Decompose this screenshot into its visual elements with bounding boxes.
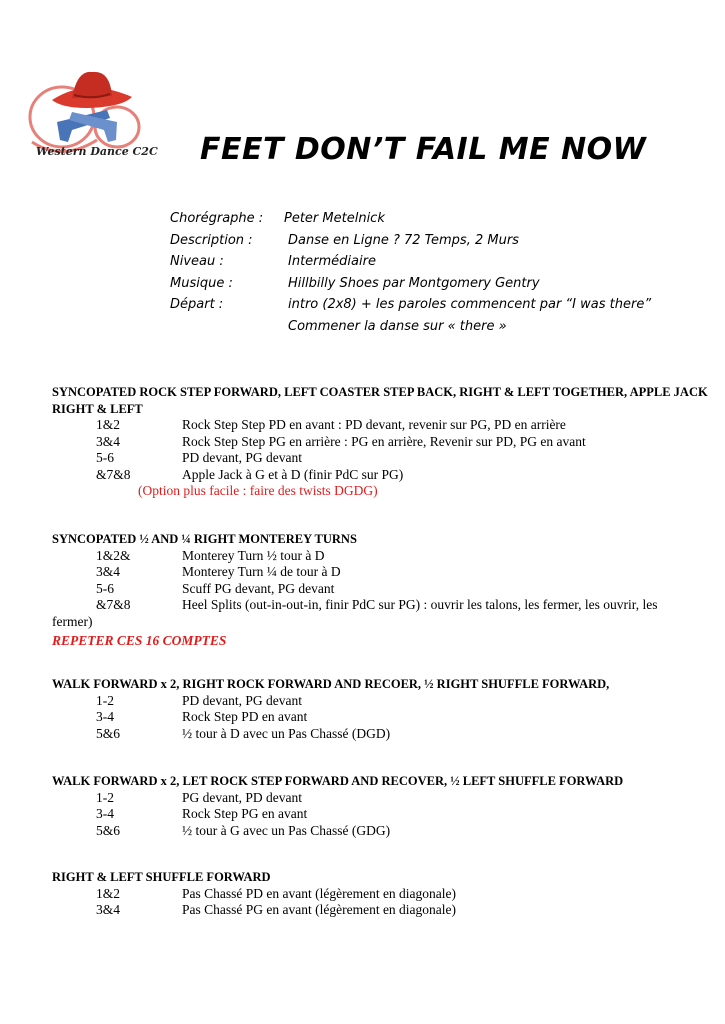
step-row (52, 902, 712, 919)
info-key: Description : (170, 232, 253, 248)
section-2 (52, 531, 712, 650)
step-row (52, 597, 712, 614)
info-row-music (170, 273, 710, 295)
section-heading: RIGHT & LEFT SHUFFLE FORWARD (52, 870, 271, 884)
step-count: 5-6 (96, 580, 114, 596)
step-count: 5&6 (96, 725, 121, 741)
step-desc: PD devant, PG devant (182, 450, 302, 465)
info-key: Musique : (170, 275, 233, 291)
step-row (52, 467, 712, 484)
repeat-notice: REPETER CES 16 COMPTES (52, 633, 227, 648)
section-3 (52, 676, 712, 742)
step-row (52, 434, 712, 451)
step-row (52, 709, 712, 726)
step-desc: ½ tour à D avec un Pas Chassé (DGD) (182, 725, 391, 741)
step-desc: Pas Chassé PG en avant (légèrement en diagonale) (182, 902, 457, 917)
step-count: 5-6 (96, 450, 114, 465)
logo-text: Western Dance C2C (36, 145, 158, 158)
step-count: &7&8 (96, 597, 131, 612)
step-row (52, 886, 712, 903)
step-count: 1&2 (96, 885, 121, 901)
info-value: intro (2x8) + les paroles commencent par “I was there” (288, 297, 652, 312)
step-row (52, 823, 712, 840)
info-value: Intermédiaire (288, 254, 376, 269)
section-heading: WALK FORWARD x 2, LET ROCK STEP FORWARD AND RECOVER, ½ LEFT SHUFFLE FORWARD (52, 774, 624, 788)
step-row (52, 450, 712, 467)
info-row-description (170, 230, 710, 252)
section-heading: SYNCOPATED ROCK STEP FORWARD, LEFT COASTER STEP BACK, RIGHT & LEFT TOGETHER, APPLE JACK RIGHT & LEFT (52, 385, 708, 416)
step-row (52, 548, 712, 565)
step-desc: Rock Step PG en avant (182, 806, 308, 821)
step-count: 1&2 (96, 417, 121, 432)
step-desc: PD devant, PG devant (182, 692, 302, 708)
info-value: Commener la danse sur « there » (288, 318, 507, 334)
step-count: 3&4 (96, 433, 121, 449)
section-5 (52, 869, 712, 919)
info-row-level (170, 251, 710, 273)
step-row (52, 806, 712, 823)
step-desc: Rock Step Step PG en arrière : PG en arrière, Revenir sur PD, PG en avant (182, 433, 586, 449)
step-count: 3&4 (96, 564, 121, 579)
section-heading: WALK FORWARD x 2, RIGHT ROCK FORWARD AND RECOER, ½ RIGHT SHUFFLE FORWARD, (52, 677, 610, 691)
step-row (52, 726, 712, 743)
info-key (170, 316, 288, 338)
info-row-start-note (170, 316, 710, 338)
step-desc: Apple Jack à G et à D (finir PdC sur PG) (182, 466, 404, 482)
step-desc: Pas Chassé PD en avant (légèrement en diagonale) (182, 885, 457, 901)
info-key: Départ : (170, 297, 224, 312)
step-row (52, 790, 712, 807)
step-row (52, 693, 712, 710)
step-count: 3-4 (96, 709, 114, 724)
step-desc: Rock Step Step PD en avant : PD devant, revenir sur PG, PD en arrière (182, 417, 566, 432)
step-count: 3&4 (96, 902, 121, 917)
step-row (52, 417, 712, 434)
step-desc: Monterey Turn ½ tour à D (182, 547, 325, 563)
step-row (52, 581, 712, 598)
info-row-start (170, 294, 710, 316)
step-desc-wrap: fermer) (52, 613, 93, 629)
info-key: Niveau : (170, 254, 224, 269)
section-1 (52, 384, 712, 500)
dance-info (170, 208, 710, 337)
section-note: (Option plus facile : faire des twists DGDG) (138, 483, 378, 498)
step-count: 5&6 (96, 822, 121, 838)
step-count: 1&2& (96, 547, 131, 563)
step-desc: PG devant, PD devant (182, 789, 302, 805)
step-count: &7&8 (96, 466, 131, 482)
info-value: Danse en Ligne ? 72 Temps, 2 Murs (288, 232, 519, 248)
step-count: 1-2 (96, 789, 114, 805)
info-value: Hillbilly Shoes par Montgomery Gentry (288, 275, 540, 291)
step-desc: Monterey Turn ¼ de tour à D (182, 564, 341, 579)
step-desc: ½ tour à G avec un Pas Chassé (GDG) (182, 822, 391, 838)
info-key: Chorégraphe : (170, 211, 264, 226)
step-row (52, 564, 712, 581)
section-heading: SYNCOPATED ½ AND ¼ RIGHT MONTEREY TURNS (52, 532, 357, 546)
step-count: 1-2 (96, 692, 114, 708)
page-title: FEET DON’T FAIL ME NOW (200, 132, 647, 167)
step-count: 3-4 (96, 806, 114, 821)
step-desc: Rock Step PD en avant (182, 709, 308, 724)
info-value: Peter Metelnick (284, 211, 385, 226)
info-row-choreographer (170, 208, 710, 230)
section-4 (52, 773, 712, 839)
step-desc: Heel Splits (out-in-out-in, finir PdC sur PG) : ouvrir les talons, les fermer, les ouvrir, les (182, 597, 658, 612)
step-desc: Scuff PG devant, PG devant (182, 580, 335, 596)
